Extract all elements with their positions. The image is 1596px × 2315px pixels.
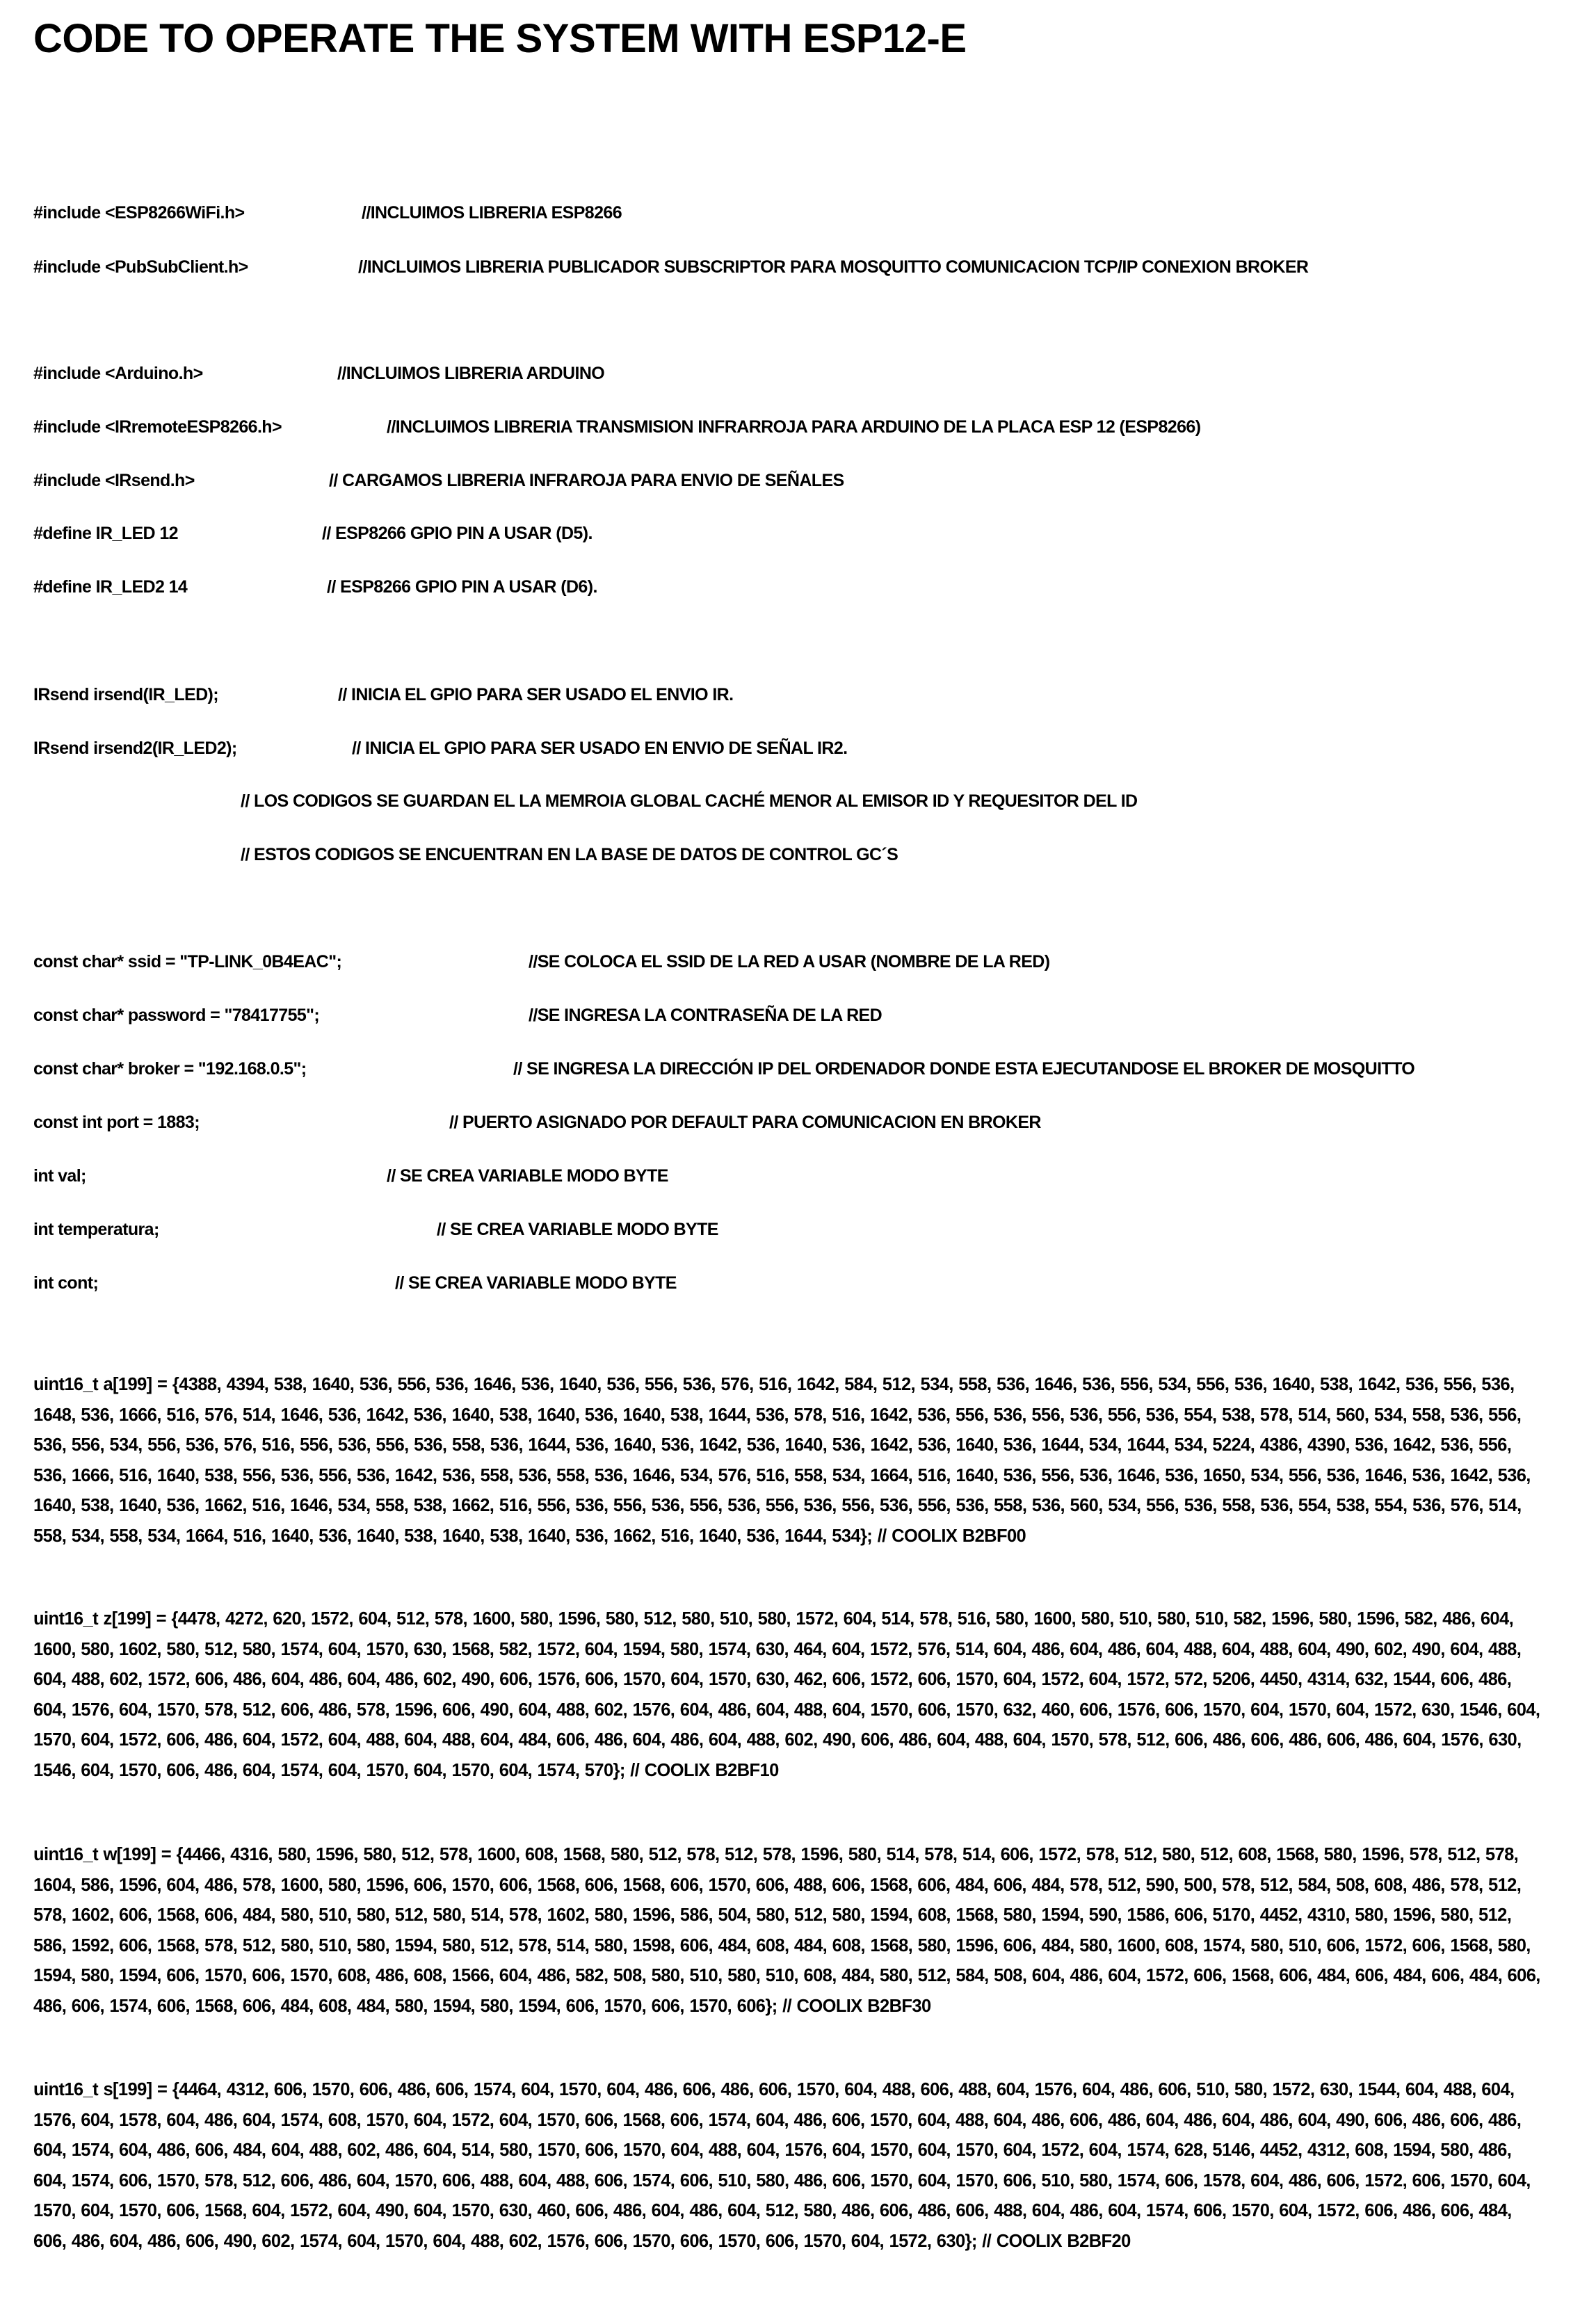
code-comment: // SE CREA VARIABLE MODO BYTE (395, 1273, 677, 1293)
code-comment: //SE COLOCA EL SSID DE LA RED A USAR (NOMBRE DE LA RED) (529, 952, 1050, 971)
code-comment: //INCLUIMOS LIBRERIA ARDUINO (337, 364, 605, 383)
code-line-broker (33, 1058, 1415, 1080)
code-statement: #include <Arduino.h> (33, 364, 203, 383)
code-comment: // ESP8266 GPIO PIN A USAR (D5). (322, 524, 593, 543)
code-statement: int val; (33, 1166, 86, 1186)
code-statement: #include <IRsend.h> (33, 471, 195, 490)
ir-code-array-s: uint16_t s[199] = {4464, 4312, 606, 1570, 606, 486, 606, 1574, 604, 1570, 604, 486, 606, 486, 606, 1570, 604, 488, 606, 488, 604, 1576, 604, 486, 606, 510, 580, 1572, 630, 1544, 604, 488, 604, 1576, 604, 1578, 604, 486, 604, 1574, 608, 1570, 604, 1572, 604, 1570, 606, 1568, 606, 1574, 604, 486, 606, 1570, 604, 488, 604, 486, 606, 486, 604, 486, 604, 486, 604, 490, 606, 486, 606, 486, 604, 1574, 604, 486, 606, 484, 604, 488, 602, 486, 604, 514, 580, 1570, 606, 1570, 604, 488, 604, 1576, 604, 1570, 604, 1570, 604, 1572, 604, 1574, 628, 5146, 4452, 4312, 608, 1594, 580, 486, 604, 1574, 606, 1570, 578, 512, 606, 486, 604, 1570, 606, 488, 604, 488, 606, 1574, 606, 510, 580, 486, 606, 1570, 604, 1570, 606, 510, 580, 1574, 606, 1578, 604, 486, 606, 1572, 606, 1570, 604, 1570, 604, 1570, 606, 1568, 604, 1572, 604, 490, 604, 1570, 630, 460, 606, 486, 604, 486, 604, 512, 580, 486, 606, 486, 606, 488, 604, 486, 604, 1574, 606, 1570, 604, 1572, 606, 486, 606, 484, 606, 486, 604, 486, 606, 490, 602, 1574, 604, 1570, 604, 488, 602, 1576, 606, 1570, 606, 1570, 606, 1570, 604, 1572, 630}; // COOLIX B2BF20 (33, 2080, 1531, 2251)
code-line-irsend (33, 684, 734, 706)
code-statement: #include <ESP8266WiFi.h> (33, 203, 245, 223)
code-statement: #include <IRremoteESP8266.h> (33, 417, 282, 437)
code-comment: // SE CREA VARIABLE MODO BYTE (387, 1166, 668, 1186)
code-comment: // SE CREA VARIABLE MODO BYTE (437, 1220, 718, 1239)
ir-code-array-w: uint16_t w[199] = {4466, 4316, 580, 1596, 580, 512, 578, 1600, 608, 1568, 580, 512, 578, 512, 578, 1596, 580, 514, 578, 514, 606, 1572, 578, 512, 580, 512, 608, 1568, 580, 1596, 578, 512, 578, 1604, 586, 1596, 604, 486, 578, 1600, 580, 1596, 606, 1570, 606, 1568, 606, 1568, 606, 1570, 606, 488, 606, 1568, 606, 484, 606, 484, 578, 512, 590, 500, 578, 512, 584, 508, 608, 486, 578, 512, 578, 1602, 606, 1568, 606, 484, 580, 510, 580, 512, 580, 514, 578, 1602, 580, 1596, 586, 504, 580, 512, 580, 1594, 608, 1568, 580, 1594, 590, 1586, 606, 5170, 4452, 4310, 580, 1596, 580, 512, 586, 1592, 606, 1568, 578, 512, 580, 510, 580, 1594, 580, 512, 578, 514, 580, 1598, 606, 484, 608, 484, 608, 1568, 580, 1596, 606, 484, 580, 1600, 608, 1574, 580, 510, 606, 1572, 606, 1568, 580, 1594, 580, 1594, 606, 1570, 606, 1570, 608, 486, 608, 1566, 604, 486, 582, 508, 580, 510, 580, 510, 608, 484, 580, 512, 584, 508, 604, 486, 604, 1572, 606, 1568, 606, 484, 606, 484, 606, 484, 606, 486, 606, 1574, 606, 1568, 606, 484, 608, 484, 580, 1594, 580, 1594, 606, 1570, 606, 1570, 606}; // COOLIX B2BF30 (33, 1845, 1540, 2016)
code-comment: // ESP8266 GPIO PIN A USAR (D6). (327, 577, 597, 597)
code-statement: #define IR_LED2 14 (33, 577, 188, 597)
code-line-int-cont (33, 1272, 677, 1294)
code-comment: //INCLUIMOS LIBRERIA PUBLICADOR SUBSCRIPTOR PARA MOSQUITTO COMUNICACION TCP/IP CONEXION BROKER (358, 257, 1309, 277)
code-line-include-irsend (33, 469, 844, 492)
code-line-irsend2 (33, 737, 848, 759)
code-statement: const char* broker = "192.168.0.5"; (33, 1059, 307, 1079)
document-title: CODE TO OPERATE THE SYSTEM WITH ESP12-E (33, 16, 967, 61)
code-comment: // INICIA EL GPIO PARA SER USADO EL ENVIO IR. (338, 685, 734, 704)
code-statement: int temperatura; (33, 1220, 159, 1239)
code-statement: IRsend irsend(IR_LED); (33, 685, 218, 704)
code-statement: const int port = 1883; (33, 1113, 200, 1132)
code-statement: int cont; (33, 1273, 99, 1293)
code-line-define-ir-led2 (33, 576, 597, 598)
code-comment: // PUERTO ASIGNADO POR DEFAULT PARA COMUNICACION EN BROKER (449, 1113, 1041, 1132)
code-statement: const char* password = "78417755"; (33, 1006, 320, 1025)
code-line-include-pubsub (33, 256, 1309, 278)
code-statement: #define IR_LED 12 (33, 524, 178, 543)
code-comment: // CARGAMOS LIBRERIA INFRAROJA PARA ENVIO DE SEÑALES (329, 471, 844, 490)
code-line-int-temperatura (33, 1218, 718, 1241)
code-line-password (33, 1004, 882, 1026)
code-comment: // LOS CODIGOS SE GUARDAN EL LA MEMROIA GLOBAL CACHÉ MENOR AL EMISOR ID Y REQUESITOR DEL ID (241, 791, 1138, 811)
code-comment: //INCLUIMOS LIBRERIA TRANSMISION INFRARROJA PARA ARDUINO DE LA PLACA ESP 12 (ESP8266) (387, 417, 1201, 437)
code-statement: IRsend irsend2(IR_LED2); (33, 739, 237, 758)
code-statement: #include <PubSubClient.h> (33, 257, 248, 277)
code-line-define-ir-led (33, 522, 593, 545)
code-comment: // ESTOS CODIGOS SE ENCUENTRAN EN LA BASE DE DATOS DE CONTROL GC´S (241, 845, 898, 864)
code-line-include-arduino (33, 362, 605, 385)
ir-code-array-a: uint16_t a[199] = {4388, 4394, 538, 1640, 536, 556, 536, 1646, 536, 1640, 536, 556, 536, 576, 516, 1642, 584, 512, 534, 558, 536, 1646, 536, 556, 534, 556, 536, 1640, 538, 1642, 536, 556, 536, 1648, 536, 1666, 516, 576, 514, 1646, 536, 1642, 536, 1640, 538, 1640, 536, 1640, 538, 1644, 536, 578, 516, 1642, 536, 556, 536, 556, 536, 556, 536, 554, 538, 578, 514, 560, 534, 558, 536, 556, 536, 556, 534, 556, 536, 576, 516, 556, 536, 556, 536, 558, 536, 1644, 536, 1640, 536, 1642, 536, 1640, 536, 1642, 536, 1640, 536, 1644, 534, 1644, 534, 5224, 4386, 4390, 536, 1642, 536, 556, 536, 1666, 516, 1640, 538, 556, 536, 556, 536, 1642, 536, 558, 536, 558, 536, 1646, 534, 576, 516, 558, 534, 1664, 516, 1640, 536, 556, 536, 1646, 536, 1650, 534, 556, 536, 1646, 536, 1642, 536, 1640, 538, 1640, 536, 1662, 516, 1646, 534, 558, 538, 1662, 516, 556, 536, 556, 536, 556, 536, 556, 536, 556, 536, 556, 536, 558, 536, 560, 534, 556, 536, 558, 536, 554, 538, 554, 536, 576, 514, 558, 534, 558, 534, 1664, 516, 1640, 536, 1640, 538, 1640, 538, 1640, 536, 1662, 516, 1640, 536, 1644, 534}; // COOLIX B2BF00 (33, 1375, 1531, 1546)
code-line-include-irremote (33, 416, 1201, 438)
code-line-ssid (33, 951, 1050, 973)
code-comment: //INCLUIMOS LIBRERIA ESP8266 (362, 203, 622, 223)
code-comment: // INICIA EL GPIO PARA SER USADO EN ENVIO DE SEÑAL IR2. (352, 739, 848, 758)
code-line-port (33, 1111, 1041, 1134)
code-line-int-val (33, 1165, 668, 1187)
code-line-include-wifi (33, 202, 622, 224)
code-comment: //SE INGRESA LA CONTRASEÑA DE LA RED (529, 1006, 882, 1025)
ir-code-array-z: uint16_t z[199] = {4478, 4272, 620, 1572, 604, 512, 578, 1600, 580, 1596, 580, 512, 580, 510, 580, 1572, 604, 514, 578, 516, 580, 1600, 580, 510, 580, 510, 582, 1596, 580, 1596, 582, 486, 604, 1600, 580, 1602, 580, 512, 580, 1574, 604, 1570, 630, 1568, 582, 1572, 604, 1594, 580, 1574, 630, 464, 604, 1572, 576, 514, 604, 486, 604, 486, 604, 488, 604, 488, 604, 490, 602, 490, 604, 488, 604, 488, 602, 1572, 606, 486, 604, 486, 604, 486, 602, 490, 606, 1576, 606, 1570, 604, 1570, 630, 462, 606, 1572, 606, 1570, 604, 1572, 604, 1572, 572, 5206, 4450, 4314, 632, 1544, 606, 486, 604, 1576, 604, 1570, 578, 512, 606, 486, 578, 1596, 606, 490, 604, 488, 602, 1576, 604, 486, 604, 488, 604, 1570, 606, 1570, 632, 460, 606, 1576, 606, 1570, 604, 1570, 604, 1572, 630, 1546, 604, 1570, 604, 1572, 606, 486, 604, 1572, 604, 488, 604, 488, 604, 484, 606, 486, 604, 486, 604, 488, 602, 490, 606, 486, 604, 488, 604, 1570, 578, 512, 606, 486, 606, 486, 606, 486, 604, 1576, 630, 1546, 604, 1570, 606, 486, 604, 1574, 604, 1570, 604, 1570, 604, 1574, 570}; // COOLIX B2BF10 (33, 1609, 1540, 1780)
code-statement: const char* ssid = "TP-LINK_0B4EAC"; (33, 952, 342, 971)
code-comment: // SE INGRESA LA DIRECCIÓN IP DEL ORDENADOR DONDE ESTA EJECUTANDOSE EL BROKER DE MOSQUITTO (513, 1059, 1415, 1079)
